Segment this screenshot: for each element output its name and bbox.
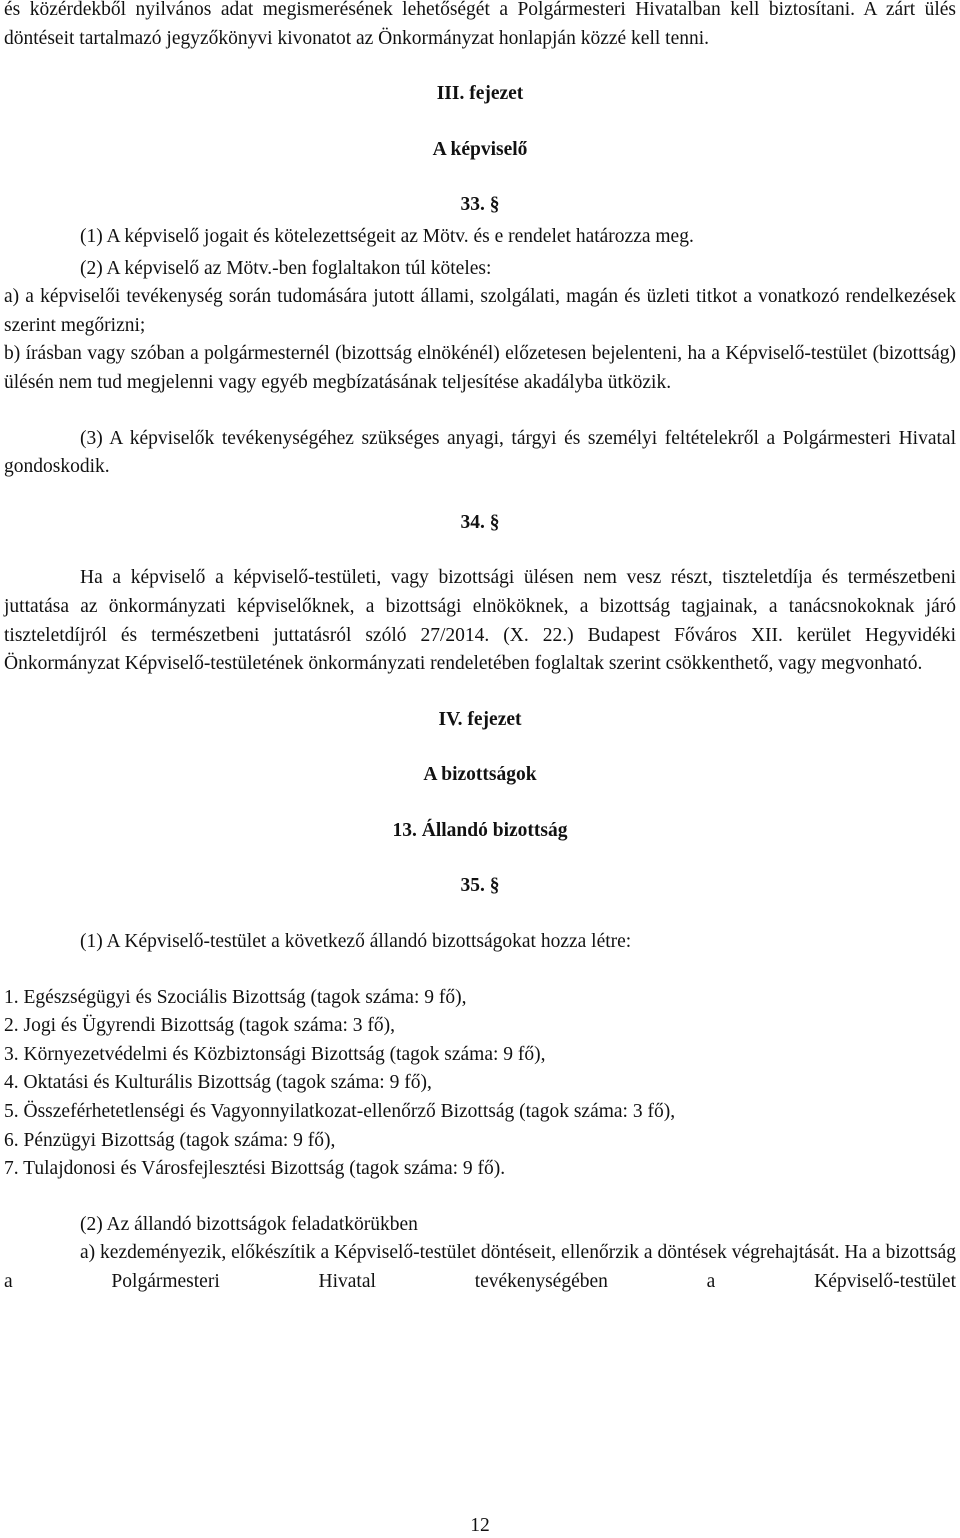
section-paragraph: (1) A Képviselő-testület a következő állandó bizottságokat hozza létre: xyxy=(80,931,632,953)
chapter-title: IV. fejezet xyxy=(438,708,522,730)
section-paragraph: (2) Az állandó bizottságok feladatkörükben xyxy=(80,1213,418,1235)
section-paragraph: (2) A képviselő az Mötv.-ben foglaltakon túl köteles: xyxy=(80,257,492,279)
list-item: 1. Egészségügyi és Szociális Bizottság (tagok száma: 9 fő), xyxy=(4,986,467,1008)
subchapter-heading: 13. Állandó bizottság xyxy=(392,819,568,841)
section-point: a) a képviselői tevékenység során tudomására jutott állami, szolgálati, magán és üzleti titkot a vonatkozó rendelkezések szerint megőrizni; xyxy=(4,286,956,336)
section-point: b) írásban vagy szóban a polgármesternél (bizottság elnökénél) előzetesen bejelenteni, ha a Képviselő-testület (bizottság) ülésén nem tud megjelenni vagy egyéb megbízatásának teljesítése akadályba ütközik. xyxy=(4,343,956,393)
list-item: 4. Oktatási és Kulturális Bizottság (tagok száma: 9 fő), xyxy=(4,1072,432,1094)
list-item: 7. Tulajdonosi és Városfejlesztési Bizottság (tagok száma: 9 fő). xyxy=(4,1158,506,1180)
section-paragraph: Ha a képviselő a képviselő-testületi, vagy bizottsági ülésen nem vesz részt, tiszteletdíja és természetbeni juttatása az önkormányzati képviselőknek, a bizottsági elnököknek, a bizottság tagjainak, a tanácsnokoknak járó tiszteletdíjról és természetbeni juttatásról szóló 27/2014. (X. 22.) Budapest Főváros XII. kerület Hegyvidéki Önkormányzat Képviselő-testületének önkormányzati rendeletében foglaltak szerint csökkenthető, vagy megvonható. xyxy=(4,567,956,675)
list-item: 3. Környezetvédelmi és Közbiztonsági Bizottság (tagok száma: 9 fő), xyxy=(4,1043,546,1065)
continuation-paragraph: és közérdekből nyilvános adat megismerésének lehetőségét a Polgármesteri Hivatalban kell biztosítani. A zárt ülés döntéseit tartalmazó jegyzőkönyvi kivonatot az Önkormányzat honlapján közzé kell tenni. xyxy=(4,0,956,49)
section-number: 34. § xyxy=(460,511,500,533)
section-paragraph: (1) A képviselő jogait és kötelezettségeit az Mötv. és e rendelet határozza meg. xyxy=(80,225,694,247)
section-number: 35. § xyxy=(460,875,500,897)
section-point: a) kezdeményezik, előkészítik a Képviselő-testület döntéseit, ellenőrzik a döntések végrehajtását. Ha a bizottság a Polgármesteri Hivatal tevékenységében a Képviselő-testület xyxy=(4,1242,956,1292)
list-item: 5. Összeférhetetlenségi és Vagyonnyilatkozat-ellenőrző Bizottság (tagok száma: 3 fő), xyxy=(4,1101,676,1123)
chapter-subtitle: A bizottságok xyxy=(423,764,537,786)
list-item: 6. Pénzügyi Bizottság (tagok száma: 9 fő), xyxy=(4,1129,336,1151)
section-paragraph: (3) A képviselők tevékenységéhez szükséges anyagi, tárgyi és személyi feltételekről a Polgármesteri Hivatal gondoskodik. xyxy=(4,427,956,478)
section-number: 33. § xyxy=(460,194,500,216)
chapter-subtitle: A képviselő xyxy=(432,138,528,160)
page-number: 12 xyxy=(470,1515,490,1536)
committee-list xyxy=(4,984,956,1184)
list-item: 2. Jogi és Ügyrendi Bizottság (tagok száma: 3 fő), xyxy=(4,1015,395,1037)
chapter-title: III. fejezet xyxy=(436,83,524,105)
document-page xyxy=(4,0,956,1297)
